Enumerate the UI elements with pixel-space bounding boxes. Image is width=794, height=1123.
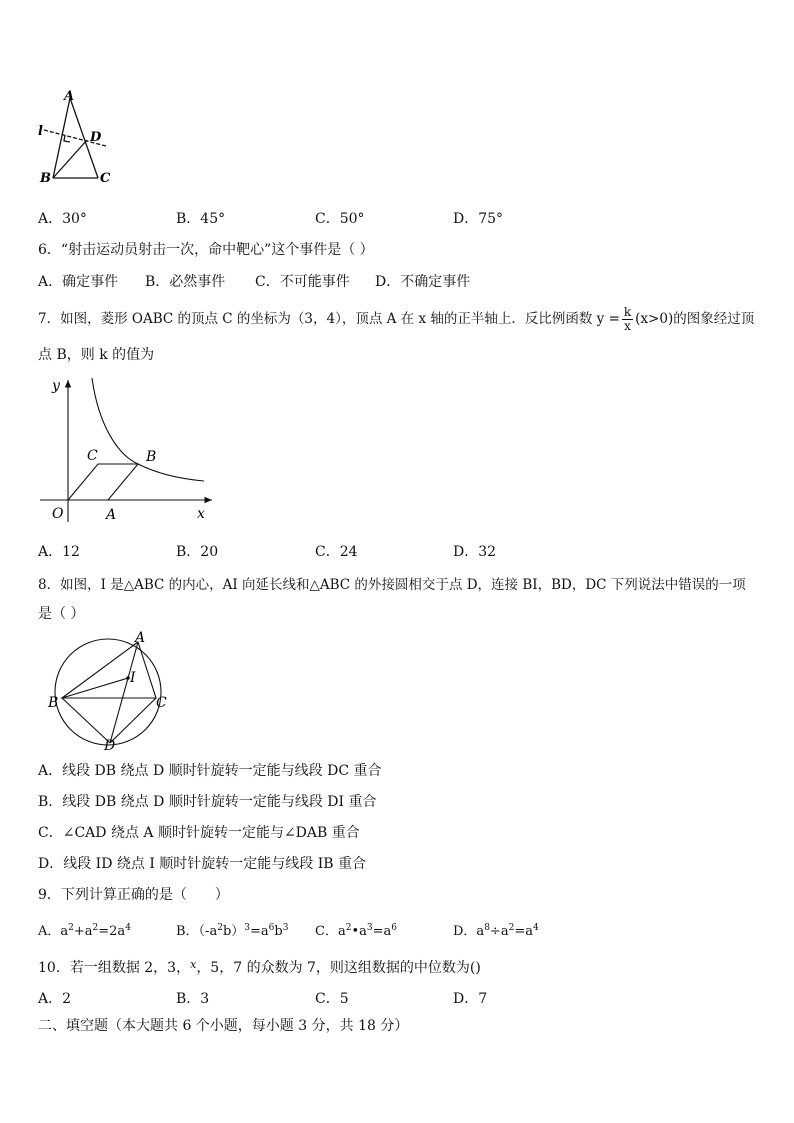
q8-label-b: B bbox=[48, 695, 59, 711]
q8-segment-ad bbox=[110, 642, 138, 743]
q8-option-c[interactable]: C．∠CAD 绕点 A 顺时针旋转一定能与∠DAB 重合 bbox=[38, 825, 360, 841]
q5-side-ab bbox=[53, 98, 70, 178]
q9-d-part: D．a bbox=[453, 924, 485, 939]
q7-label-a: A bbox=[106, 507, 117, 523]
q7-hyperbola-curve bbox=[92, 378, 204, 481]
q10-option-b[interactable]: B．3 bbox=[176, 991, 210, 1007]
q5-label-l: l bbox=[38, 124, 43, 139]
q9-c-sup: 2 bbox=[345, 923, 352, 933]
q9-b-sup: 6 bbox=[268, 923, 275, 933]
q10-stem-before: 10．若一组数据 2，3， bbox=[38, 960, 191, 976]
q8-label-a: A bbox=[135, 630, 146, 646]
q5-option-b[interactable]: B．45° bbox=[176, 211, 226, 227]
q9-c-sup: 6 bbox=[391, 923, 397, 933]
q9-d-sup: 4 bbox=[532, 923, 539, 933]
q5-option-a[interactable]: A．30° bbox=[38, 211, 87, 227]
q10-option-c[interactable]: C．5 bbox=[315, 991, 349, 1007]
q6-stem: 6．“射击运动员射击一次，命中靶心”这个事件是（ ） bbox=[38, 242, 374, 258]
q9-d-part: ÷a bbox=[489, 924, 509, 939]
q9-d-part: =a bbox=[514, 924, 533, 939]
q6-option-a[interactable]: A．确定事件 bbox=[38, 274, 119, 290]
q9-a-part: +a bbox=[73, 924, 93, 939]
q9-a-part: A．a bbox=[38, 924, 69, 939]
q8-option-d[interactable]: D．线段 ID 绕点 I 顺时针旋转一定能与线段 IB 重合 bbox=[38, 856, 367, 872]
q8-label-c: C bbox=[156, 695, 167, 711]
q5-label-a: A bbox=[64, 89, 75, 104]
q5-label-d: D bbox=[90, 130, 102, 145]
q7-stem-after: (x>0)的图象经过顶 bbox=[635, 311, 755, 327]
q9-d-sup: 8 bbox=[484, 923, 490, 933]
q9-b-part: b） bbox=[222, 924, 245, 939]
q5-triangle-figure bbox=[30, 88, 120, 188]
q8-circle-figure bbox=[44, 628, 179, 753]
q9-b-part: =a bbox=[250, 924, 269, 939]
q9-c-sup: 3 bbox=[366, 923, 373, 933]
q9-option-c[interactable] bbox=[315, 920, 397, 939]
q10-stem-after: ，5，7 的众数为 7，则这组数据的中位数为() bbox=[196, 960, 481, 976]
q7-option-c[interactable]: C．24 bbox=[315, 544, 358, 560]
q7-option-a[interactable]: A．12 bbox=[38, 544, 80, 560]
section2-heading: 二、填空题（本大题共 6 个小题，每小题 3 分，共 18 分） bbox=[38, 1018, 409, 1034]
q7-label-x: x bbox=[197, 506, 205, 522]
q8-segment-dc bbox=[110, 698, 156, 743]
q9-a-sup: 2 bbox=[92, 923, 99, 933]
q8-label-i: I bbox=[130, 670, 136, 686]
q8-segment-bi bbox=[62, 678, 128, 698]
q5-option-d[interactable]: D．75° bbox=[453, 211, 504, 227]
q5-label-b: B bbox=[40, 171, 51, 186]
q8-triangle-abc bbox=[62, 642, 156, 698]
q9-b-sup: 2 bbox=[217, 923, 223, 933]
q9-option-d[interactable] bbox=[453, 920, 539, 939]
q7-stem bbox=[38, 306, 754, 333]
q9-c-part: •a bbox=[351, 924, 367, 939]
q8-segment-bd bbox=[62, 698, 110, 743]
q7-stem-before: 7．如图，菱形 OABC 的顶点 C 的坐标为（3，4），顶点 A 在 x 轴的正半轴上．反比例函数 y = bbox=[38, 311, 620, 327]
q9-option-a[interactable] bbox=[38, 920, 131, 939]
q7-option-b[interactable]: B．20 bbox=[176, 544, 219, 560]
q9-stem: 9．下列计算正确的是（ ） bbox=[38, 887, 229, 903]
q7-rhombus bbox=[68, 464, 138, 500]
q9-c-part: =a bbox=[372, 924, 392, 939]
q8-label-d: D bbox=[104, 738, 116, 753]
q8-option-a[interactable]: A．线段 DB 绕点 D 顺时针旋转一定能与线段 DC 重合 bbox=[38, 763, 382, 779]
q8-option-b[interactable]: B．线段 DB 绕点 D 顺时针旋转一定能与线段 DI 重合 bbox=[38, 794, 377, 810]
q9-c-part: C．a bbox=[315, 924, 346, 939]
q10-variable-x: x bbox=[190, 958, 197, 971]
q6-option-d[interactable]: D．不确定事件 bbox=[375, 274, 471, 290]
q10-option-d[interactable]: D．7 bbox=[453, 991, 488, 1007]
q8-stem-line2: 是（ ） bbox=[38, 606, 85, 622]
q7-stem-line2: 点 B，则 k 的值为 bbox=[38, 347, 155, 363]
q6-option-c[interactable]: C．不可能事件 bbox=[255, 274, 350, 290]
q9-a-sup: 2 bbox=[68, 923, 74, 933]
q10-option-a[interactable]: A．2 bbox=[38, 991, 72, 1007]
q7-label-c: C bbox=[87, 448, 98, 464]
q7-fraction bbox=[622, 306, 633, 333]
q8-stem: 8．如图，I 是△ABC 的内心，AI 向延长线和△ABC 的外接圆相交于点 D，连接 BI，BD，DC 下列说法中错误的一项 bbox=[38, 577, 746, 593]
q9-option-b[interactable] bbox=[176, 920, 288, 939]
q9-a-part: =2a bbox=[98, 924, 126, 939]
q9-b-sup: 3 bbox=[244, 923, 250, 933]
q5-option-c[interactable]: C．50° bbox=[315, 211, 365, 227]
q7-label-b: B bbox=[146, 449, 157, 465]
q10-stem bbox=[38, 957, 481, 977]
q7-coordinate-figure bbox=[36, 372, 226, 528]
q6-option-b[interactable]: B．必然事件 bbox=[145, 274, 226, 290]
q9-b-part: B．（-a bbox=[176, 924, 218, 939]
q7-fraction-numerator: k bbox=[623, 305, 632, 319]
q5-segment-bd bbox=[53, 140, 87, 178]
q7-option-d[interactable]: D．32 bbox=[453, 544, 497, 560]
q5-label-c: C bbox=[100, 171, 111, 186]
q7-fraction-denominator: x bbox=[624, 319, 631, 333]
q9-b-part: b bbox=[274, 924, 283, 939]
q9-a-sup: 4 bbox=[125, 923, 131, 933]
q7-label-o: O bbox=[52, 506, 64, 522]
q7-label-y: y bbox=[52, 378, 60, 394]
q9-b-sup: 3 bbox=[282, 923, 289, 933]
q9-d-sup: 2 bbox=[508, 923, 515, 933]
